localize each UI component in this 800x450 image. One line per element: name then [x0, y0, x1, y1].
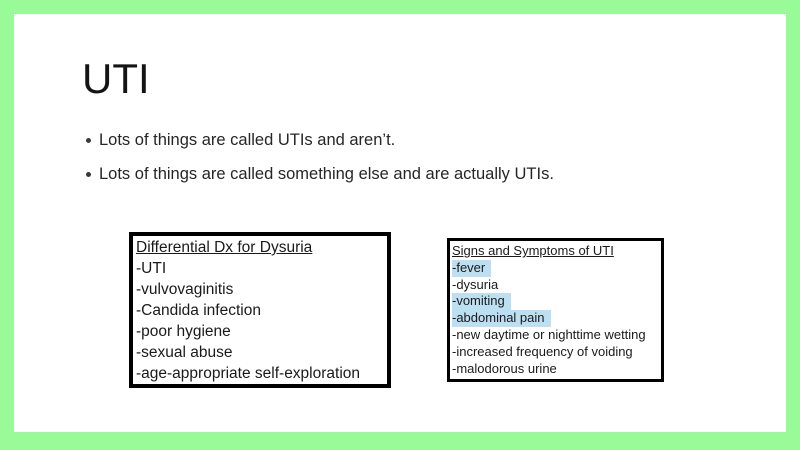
bullet-icon [86, 138, 91, 143]
differential-dx-item-text: -Candida infection [136, 302, 261, 319]
list-item [136, 258, 387, 279]
differential-dx-box [129, 232, 391, 388]
list-item [136, 279, 387, 300]
list-item [136, 300, 387, 321]
list-item [136, 363, 387, 384]
differential-dx-item-text: -vulvovaginitis [136, 281, 234, 298]
list-item [452, 260, 661, 277]
symptom-item-text: -dysuria [452, 276, 499, 292]
list-item [452, 327, 661, 344]
symptom-item-text: -increased frequency of voiding [452, 343, 633, 359]
differential-dx-header: Differential Dx for Dysuria [136, 239, 313, 256]
differential-dx-item-text: -poor hygiene [136, 323, 231, 340]
list-item [452, 361, 661, 378]
bullet-text: Lots of things are called something else and are actually UTIs. [99, 165, 554, 183]
bullet-list [86, 130, 554, 198]
uti-symptoms-box [447, 238, 664, 382]
bullet-text: Lots of things are called UTIs and aren’t. [99, 131, 396, 149]
symptom-item-text: -abdominal pain [452, 310, 551, 327]
symptom-item-text: -new daytime or nighttime wetting [452, 326, 646, 342]
list-item [136, 321, 387, 342]
uti-symptoms-header: Signs and Symptoms of UTI [452, 243, 614, 258]
symptom-item-text: -malodorous urine [452, 360, 557, 376]
differential-dx-item-text: -UTI [136, 260, 167, 277]
list-item [452, 293, 661, 310]
bullet-item [86, 130, 554, 150]
symptom-item-text: -fever [452, 260, 491, 277]
symptom-item-text: -vomiting [452, 293, 511, 310]
list-item [136, 342, 387, 363]
bullet-icon [86, 172, 91, 177]
list-item [452, 277, 661, 294]
differential-dx-item-text: -sexual abuse [136, 344, 233, 361]
bullet-item [86, 164, 554, 184]
list-item [452, 310, 661, 327]
differential-dx-item-text: -age-appropriate self-exploration [136, 365, 361, 382]
slide-title: UTI [82, 55, 150, 102]
list-item [452, 344, 661, 361]
